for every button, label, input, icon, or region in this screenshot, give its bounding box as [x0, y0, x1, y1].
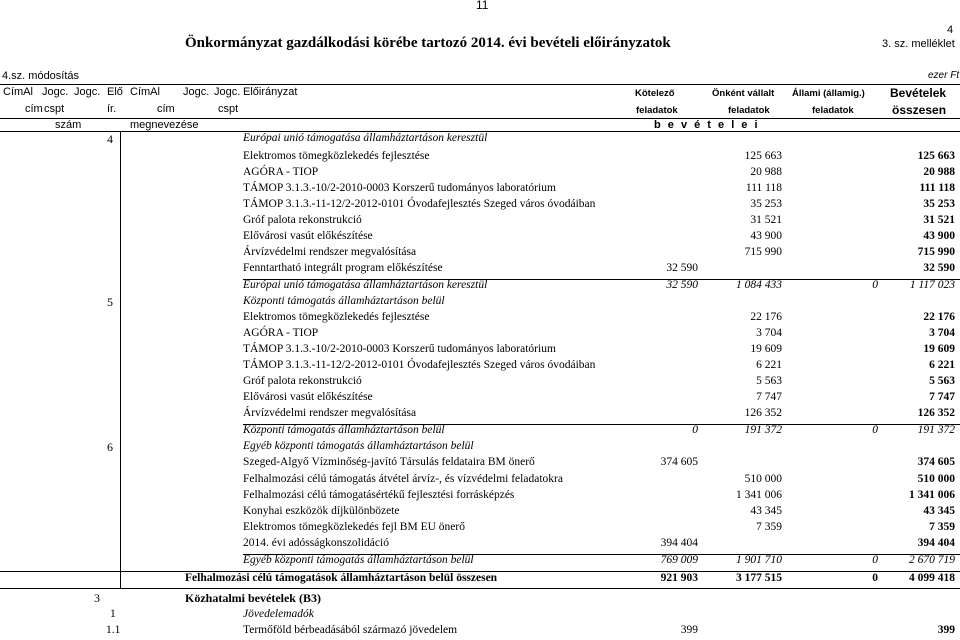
kotelezo-value: 0: [692, 424, 698, 436]
onkent-value: 19 609: [750, 343, 782, 355]
row-label: Egyéb központi támogatás államháztartáson belül: [243, 440, 474, 452]
total-value: 126 352: [917, 407, 955, 419]
onkent-value: 1 084 433: [736, 279, 782, 291]
kotelezo-value: 32 590: [666, 262, 698, 274]
col-head-megnevezese: megnevezése: [130, 119, 199, 131]
subsection-number: 1: [110, 608, 116, 620]
col-head-bevetelei: b e v é t e l e i: [654, 119, 760, 131]
total-value: 7 747: [929, 391, 955, 403]
table-row: [0, 311, 960, 328]
onkent-value: 3 177 515: [736, 572, 782, 584]
row-label: Egyéb központi támogatás államháztartáson belül: [243, 554, 474, 566]
total-value: 111 118: [919, 182, 955, 194]
sub-subsection-title: Termőföld bérbeadásából származó jövedelem: [243, 624, 458, 636]
total-value: 6 221: [929, 359, 955, 371]
row-label: Elektromos tömegközlekedés fejlesztése: [243, 311, 430, 323]
table-row: [0, 554, 960, 571]
table-row: [0, 359, 960, 376]
total-value: 510 000: [917, 473, 955, 485]
table-row: [0, 489, 960, 506]
row-label: TÁMOP 3.1.3.-10/2-2010-0003 Korszerű tudományos laboratórium: [243, 343, 556, 355]
col-head-elo: Elő: [107, 86, 123, 98]
subsection-title: Jövedelemadók: [243, 608, 314, 620]
section-number: 3: [94, 591, 100, 605]
onkent-value: 5 563: [756, 375, 782, 387]
row-label: Európai unió támogatása államháztartáson keresztül: [243, 132, 488, 144]
total-value: 35 253: [923, 198, 955, 210]
total-value: 394 404: [917, 537, 955, 549]
kotelezo-value: 32 590: [666, 279, 698, 291]
onkent-value: 126 352: [744, 407, 782, 419]
allami-value: 0: [872, 279, 878, 291]
sub-subsection-number: 1.1: [106, 624, 121, 636]
table-row: [0, 407, 960, 424]
allami-value: 0: [872, 554, 878, 566]
onkent-value: 43 900: [750, 230, 782, 242]
row-label: Elektromos tömegközlekedés fejlesztése: [243, 150, 430, 162]
kotelezo-value: 394 404: [660, 537, 698, 549]
total-value: 2 670 719: [909, 554, 955, 566]
onkent-value: 191 372: [744, 424, 782, 436]
row-label: TÁMOP 3.1.3.-10/2-2010-0003 Korszerű tudományos laboratórium: [243, 182, 556, 194]
table-row: [0, 456, 960, 473]
total-value: 4 099 418: [909, 572, 955, 584]
col-head-cim: cím: [25, 103, 43, 115]
col-head-bevetelek: Bevételek: [890, 86, 947, 100]
table-row: [0, 295, 960, 312]
row-label: Elővárosi vasút előkészítése: [243, 230, 373, 242]
row-label: Elektromos tömegközlekedés fejl BM EU önerő: [243, 521, 465, 533]
row-label: Gróf palota rekonstrukció: [243, 375, 362, 387]
total-value: 125 663: [917, 150, 955, 162]
col-head-cspt: cspt: [44, 103, 65, 115]
row-label: Európai unió támogatása államháztartáson keresztül: [243, 279, 488, 291]
total-value: 31 521: [923, 214, 955, 226]
col-head-cim-2: cím: [157, 103, 175, 115]
table-row: [0, 132, 960, 149]
onkent-value: 35 253: [750, 198, 782, 210]
allami-value: 0: [872, 572, 878, 584]
row-label: Árvízvédelmi rendszer megvalósítása: [243, 246, 417, 258]
table-row: [0, 246, 960, 263]
modification-label: 4.sz. módosítás: [2, 70, 80, 82]
onkent-value: 715 990: [744, 246, 782, 258]
row-label: Konyhai eszközök díjkülönbözete: [243, 505, 400, 517]
allami-value: 0: [872, 424, 878, 436]
onkent-value: 6 221: [756, 359, 782, 371]
onkent-value: 22 176: [750, 311, 782, 323]
sub-subsection-total: 399: [937, 624, 955, 636]
col-head-cspt-2: cspt: [218, 103, 239, 115]
row-label: Szeged-Algyő Vízminőség-javító Társulás feldataira BM önerő: [243, 456, 535, 468]
unit-label: ezer Ft: [928, 70, 960, 81]
subtotal-rule: [243, 279, 960, 280]
col-head-ir: ír.: [107, 103, 117, 115]
table-row: [0, 166, 960, 183]
section-title: Közhatalmi bevételek (B3): [185, 591, 321, 605]
row-label: Felhalmozási célú támogatásértékű fejlesztési forrásképzés: [243, 489, 515, 501]
table-row: [0, 391, 960, 408]
total-value: 374 605: [917, 456, 955, 468]
onkent-value: 1 901 710: [736, 554, 782, 566]
table-row: [0, 262, 960, 279]
table-row: [0, 521, 960, 538]
table-row: [0, 424, 960, 441]
col-head-feladatok-2: feladatok: [728, 105, 770, 116]
total-value: 20 988: [923, 166, 955, 178]
page-title: Önkormányzat gazdálkodási körébe tartozó 2014. évi bevételi előirányzatok: [185, 35, 671, 51]
total-value: 19 609: [923, 343, 955, 355]
row-label: Központi támogatás államháztartáson belül: [243, 295, 445, 307]
subtotal-rule: [243, 554, 960, 555]
table-row: [0, 327, 960, 344]
row-label: Elővárosi vasút előkészítése: [243, 391, 373, 403]
row-label: Fenntartható integrált program előkészítése: [243, 262, 443, 274]
onkent-value: 510 000: [744, 473, 782, 485]
table-row: [0, 279, 960, 296]
sub-subsection-kotelezo: 399: [680, 624, 698, 636]
col-head-feladatok-3: feladatok: [812, 105, 854, 116]
onkent-value: 3 704: [756, 327, 782, 339]
onkent-value: 7 359: [756, 521, 782, 533]
total-value: 3 704: [929, 327, 955, 339]
col-head-kotelezo: Kötelező: [635, 88, 675, 99]
total-value: 1 341 006: [909, 489, 955, 501]
table-row: [0, 537, 960, 554]
kotelezo-value: 921 903: [660, 572, 698, 584]
subtotal-rule: [243, 424, 960, 425]
onkent-value: 111 118: [745, 182, 782, 194]
col-head-osszesen: összesen: [892, 103, 947, 117]
row-label: Felhalmozási célú támogatás átvétel árvíz-, és vízvédelmi feladatokra: [243, 473, 563, 485]
onkent-value: 1 341 006: [736, 489, 782, 501]
total-value: 32 590: [923, 262, 955, 274]
table-row: [0, 473, 960, 490]
col-head-cimal-1: CímAl: [3, 86, 33, 98]
col-head-jogc-1: Jogc.: [42, 86, 69, 98]
table-row: [0, 343, 960, 360]
col-head-jogc-3: Jogc.: [183, 86, 210, 98]
onkent-value: 20 988: [750, 166, 782, 178]
table-row: [0, 505, 960, 522]
table-row: [0, 375, 960, 392]
table-row: [0, 198, 960, 215]
onkent-value: 31 521: [750, 214, 782, 226]
row-label: Központi támogatás államháztartáson belül: [243, 424, 445, 436]
total-value: 43 345: [923, 505, 955, 517]
table-row: [0, 440, 960, 457]
row-label: Árvízvédelmi rendszer megvalósítása: [243, 407, 417, 419]
row-number: 5: [107, 295, 113, 309]
onkent-value: 7 747: [756, 391, 782, 403]
total-value: 715 990: [917, 246, 955, 258]
table-total-row: [0, 571, 960, 589]
page-number: 11: [476, 0, 489, 12]
table-row: [0, 230, 960, 247]
row-label: Felhalmozási célú támogatások államháztartáson belül összesen: [185, 572, 498, 584]
row-number: 6: [107, 440, 113, 454]
total-value: 43 900: [923, 230, 955, 242]
row-label: 2014. évi adósságkonszolidáció: [243, 537, 389, 549]
col-head-szam: szám: [55, 119, 82, 131]
row-label: Gróf palota rekonstrukció: [243, 214, 362, 226]
col-head-onkent: Önként vállalt: [712, 88, 775, 99]
total-value: 22 176: [923, 311, 955, 323]
kotelezo-value: 769 009: [660, 554, 698, 566]
col-head-jogc-4: Jogc.: [214, 86, 241, 98]
col-head-cimal-2: CímAl: [130, 86, 160, 98]
table-row: [0, 214, 960, 231]
row-number: 4: [107, 132, 113, 146]
onkent-value: 125 663: [744, 150, 782, 162]
table-row: [0, 182, 960, 199]
col-head-jogc-2: Jogc.: [74, 86, 101, 98]
col-head-eloiranyzat: Előirányzat: [243, 86, 298, 98]
onkent-value: 43 345: [750, 505, 782, 517]
total-value: 5 563: [929, 375, 955, 387]
col-head-allami: Állami (államig.): [792, 88, 865, 99]
row-label: AGÓRA - TIOP: [243, 166, 319, 178]
col-head-feladatok-1: feladatok: [636, 105, 678, 116]
total-value: 191 372: [917, 424, 955, 436]
annex-label: 3. sz. melléklet: [882, 38, 955, 50]
kotelezo-value: 374 605: [660, 456, 698, 468]
row-label: TÁMOP 3.1.3.-11-12/2-2012-0101 Óvodafejlesztés Szeged város óvodáiban: [243, 198, 596, 210]
row-label: AGÓRA - TIOP: [243, 327, 319, 339]
total-value: 7 359: [929, 521, 955, 533]
annex-number: 4: [947, 24, 954, 36]
table-row: [0, 150, 960, 167]
row-label: TÁMOP 3.1.3.-11-12/2-2012-0101 Óvodafejlesztés Szeged város óvodáiban: [243, 359, 596, 371]
total-value: 1 117 023: [909, 279, 955, 291]
